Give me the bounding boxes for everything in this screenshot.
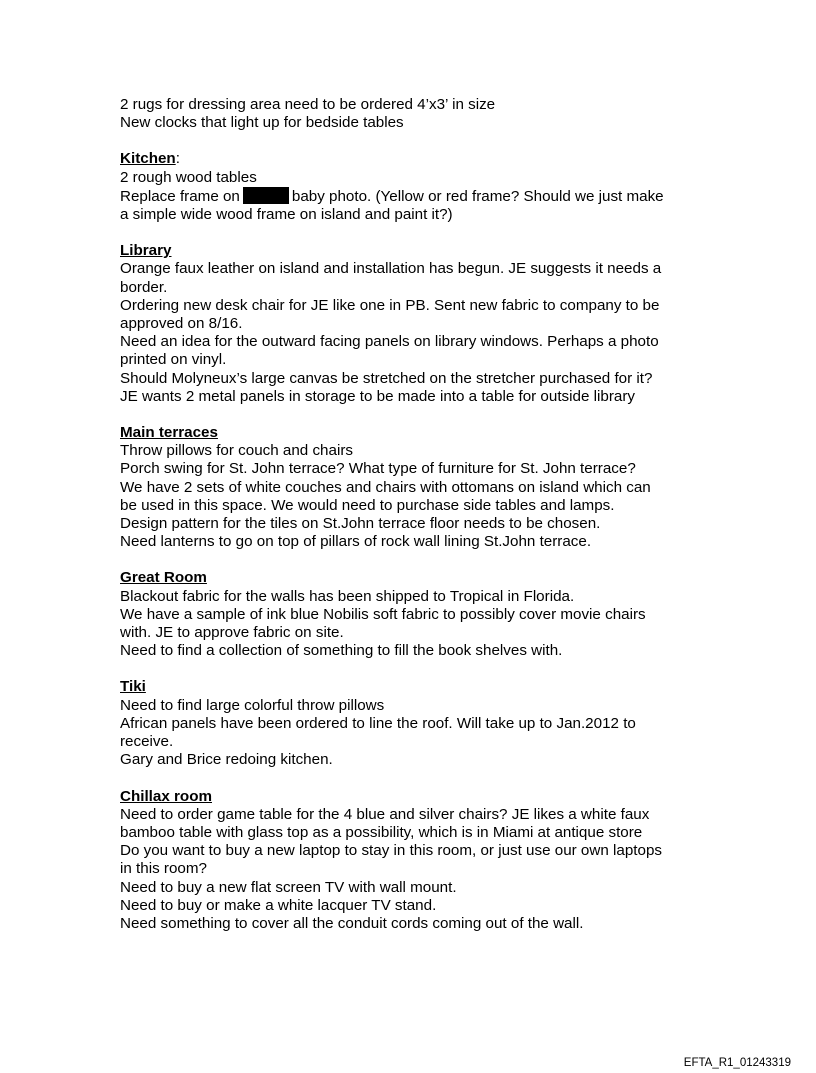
tiki-heading: Tiki xyxy=(120,678,146,696)
kitchen-heading-colon: : xyxy=(175,150,180,168)
main-terraces-section xyxy=(120,424,710,551)
document-page xyxy=(120,96,710,933)
main-terraces-line: be used in this space. We would need to purchase side tables and lamps. xyxy=(120,496,615,514)
great-room-line: We have a sample of ink blue Nobilis soft fabric to possibly cover movie chairs xyxy=(120,605,646,623)
library-line: Should Molyneux’s large canvas be stretched on the stretcher purchased for it? xyxy=(120,369,653,387)
great-room-line: Blackout fabric for the walls has been shipped to Tropical in Florida. xyxy=(120,587,575,605)
intro-line: 2 rugs for dressing area need to be ordered 4’x3’ in size xyxy=(120,96,496,113)
intro-line: New clocks that light up for bedside tables xyxy=(120,114,404,132)
library-line: Need an idea for the outward facing panels on library windows. Perhaps a photo xyxy=(120,333,659,351)
chillax-room-heading: Chillax room xyxy=(120,787,212,805)
kitchen-text-after-redaction: baby photo. (Yellow or red frame? Should we just make xyxy=(291,187,664,205)
kitchen-line-redacted xyxy=(120,187,710,206)
kitchen-heading-line xyxy=(120,150,710,168)
tiki-line: African panels have been ordered to line the roof. Will take up to Jan.2012 to xyxy=(120,714,636,732)
great-room-section xyxy=(120,569,710,660)
chillax-room-line: bamboo table with glass top as a possibility, which is in Miami at antique store xyxy=(120,823,643,841)
library-line: Orange faux leather on island and installation has begun. JE suggests it needs a xyxy=(120,260,662,278)
main-terraces-line: Need lanterns to go on top of pillars of rock wall lining St.John terrace. xyxy=(120,533,592,551)
tiki-section xyxy=(120,678,710,769)
great-room-heading: Great Room xyxy=(120,569,207,587)
chillax-room-line: Need to buy a new flat screen TV with wall mount. xyxy=(120,878,457,896)
library-line: JE wants 2 metal panels in storage to be made into a table for outside library xyxy=(120,387,635,405)
great-room-line: Need to find a collection of something to fill the book shelves with. xyxy=(120,642,563,660)
great-room-line: with. JE to approve fabric on site. xyxy=(120,624,344,642)
bates-number: EFTA_R1_01243319 xyxy=(683,1057,791,1069)
library-heading: Library xyxy=(120,242,172,260)
kitchen-line: a simple wide wood frame on island and paint it?) xyxy=(120,206,453,224)
tiki-line: Gary and Brice redoing kitchen. xyxy=(120,751,333,769)
library-line: printed on vinyl. xyxy=(120,351,227,369)
kitchen-text-before-redaction: Replace frame on xyxy=(120,187,240,205)
library-section xyxy=(120,242,710,406)
chillax-room-line: Need to buy or make a white lacquer TV stand. xyxy=(120,896,437,914)
library-line: Ordering new desk chair for JE like one in PB. Sent new fabric to company to be xyxy=(120,296,660,314)
main-terraces-line: Porch swing for St. John terrace? What type of furniture for St. John terrace? xyxy=(120,460,636,478)
kitchen-heading: Kitchen xyxy=(120,150,176,168)
library-line: approved on 8/16. xyxy=(120,315,243,333)
main-terraces-line: Design pattern for the tiles on St.John terrace floor needs to be chosen. xyxy=(120,515,601,533)
intro-section xyxy=(120,96,710,132)
kitchen-section xyxy=(120,150,710,224)
chillax-room-line: Do you want to buy a new laptop to stay in this room, or just use our own laptops xyxy=(120,842,662,860)
tiki-line: Need to find large colorful throw pillows xyxy=(120,696,385,714)
tiki-line: receive. xyxy=(120,733,174,751)
main-terraces-heading: Main terraces xyxy=(120,424,218,442)
main-terraces-line: Throw pillows for couch and chairs xyxy=(120,442,353,460)
main-terraces-line: We have 2 sets of white couches and chairs with ottomans on island which can xyxy=(120,478,651,496)
kitchen-line: 2 rough wood tables xyxy=(120,168,257,186)
chillax-room-line: in this room? xyxy=(120,860,207,878)
library-line: border. xyxy=(120,278,168,296)
redaction-box xyxy=(243,187,289,204)
chillax-room-line: Need to order game table for the 4 blue and silver chairs? JE likes a white faux xyxy=(120,805,650,823)
chillax-room-section xyxy=(120,788,710,934)
chillax-room-line: Need something to cover all the conduit cords coming out of the wall. xyxy=(120,914,584,932)
